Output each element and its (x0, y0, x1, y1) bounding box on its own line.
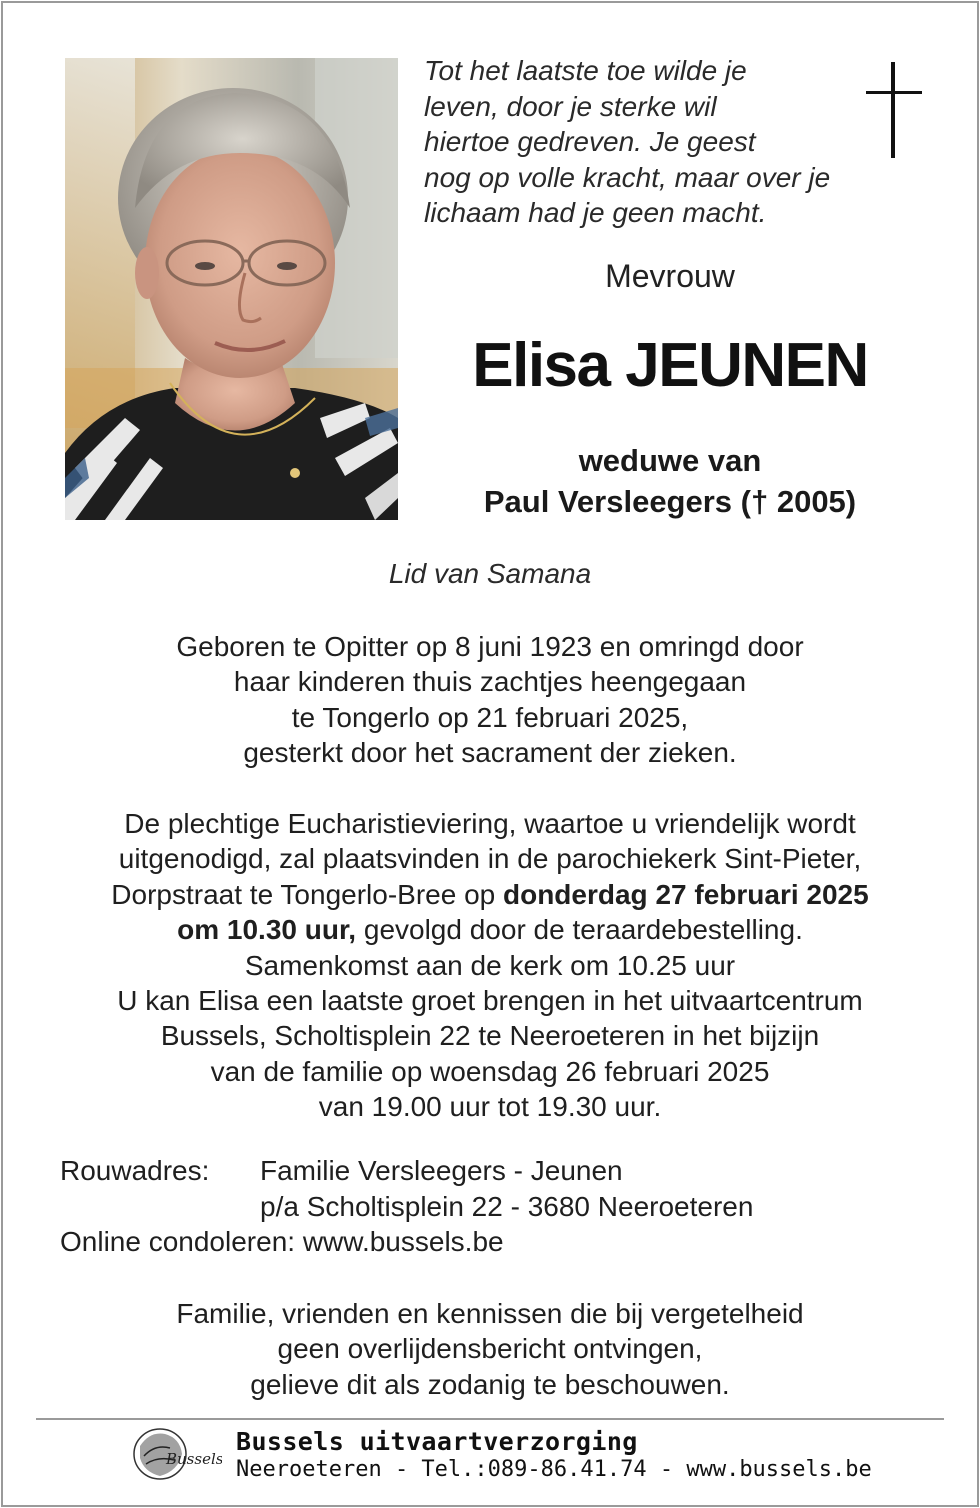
paragraph-line: Geboren te Opitter op 8 juni 1923 en omringd door (176, 631, 804, 662)
paragraph-line: Samenkomst aan de kerk om 10.25 uur (244, 949, 736, 981)
spouse-name: Paul Versleegers († 2005) (483, 484, 857, 519)
closing-paragraph (0, 1296, 980, 1402)
footer-divider (36, 1418, 944, 1420)
poem-line: nog op volle kracht, maar over je (424, 161, 831, 193)
paragraph-line: van 19.00 uur tot 19.30 uur. (318, 1091, 662, 1123)
paragraph-line (0, 912, 980, 947)
birth-death-paragraph (0, 629, 980, 771)
bussels-logo-icon (130, 1426, 222, 1482)
honorific-title: Mevrouw (605, 258, 735, 294)
funeral-home-name: Bussels uitvaartverzorging (236, 1427, 638, 1456)
ceremony-paragraph (0, 806, 980, 1125)
membership-line: Lid van Samana (388, 558, 592, 589)
ceremony-burial: gevolgd door de teraardebestelling. (356, 914, 803, 946)
paragraph-line: geen overlijdensbericht ontvingen, (277, 1333, 703, 1365)
ceremony-place: Dorpstraat te Tongerlo-Bree op (111, 878, 503, 910)
ceremony-time: om 10.30 uur, (177, 914, 357, 946)
widow-label: weduwe van (578, 443, 762, 478)
paragraph-line: gesterkt door het sacrament der zieken. (243, 737, 737, 769)
address-line: p/a Scholtisplein 22 - 3680 Neeroeteren (260, 1190, 754, 1222)
paragraph-line: De plechtige Eucharistieviering, waartoe u vriendelijk wordt (124, 808, 856, 839)
paragraph-line: gelieve dit als zodanig te beschouwen. (250, 1368, 730, 1400)
paragraph-line: U kan Elisa een laatste groet brengen in het uitvaartcentrum (117, 985, 863, 1017)
poem-line: hiertoe gedreven. Je geest (424, 126, 756, 157)
poem-line: lichaam had je geen macht. (424, 197, 767, 228)
paragraph-line: haar kinderen thuis zachtjes heengegaan (233, 666, 747, 698)
online-condolence: Online condoleren: www.bussels.be (60, 1226, 504, 1257)
poem-line: Tot het laatste toe wilde je (424, 55, 747, 86)
paragraph-line: uitgenodigd, zal plaatsvinden in de parochiekerk Sint-Pieter, (118, 843, 862, 875)
paragraph-line: Bussels, Scholtisplein 22 te Neeroeteren in het bijzijn (160, 1020, 820, 1052)
paragraph-line: te Tongerlo op 21 februari 2025, (291, 701, 689, 733)
memorial-poem (424, 53, 894, 231)
paragraph-line: Familie, vrienden en kennissen die bij vergetelheid (176, 1298, 804, 1329)
cross-icon (866, 62, 922, 158)
poem-line: leven, door je sterke wil (424, 90, 717, 122)
paragraph-line: van de familie op woensdag 26 februari 2025 (210, 1055, 770, 1087)
paragraph-line (0, 877, 980, 912)
portrait-photo (65, 58, 398, 520)
deceased-name: Elisa JEUNEN (472, 331, 868, 400)
widow-block (460, 440, 880, 522)
ceremony-date: donderdag 27 februari 2025 (503, 878, 869, 910)
address-label: Rouwadres: (60, 1155, 210, 1186)
address-line: Familie Versleegers - Jeunen (260, 1155, 623, 1186)
funeral-home-footer (236, 1428, 872, 1484)
svg-text:Bussels: Bussels (166, 1450, 222, 1468)
funeral-home-contact: Neeroeteren - Tel.:089-86.41.74 - www.bussels.be (236, 1457, 872, 1482)
